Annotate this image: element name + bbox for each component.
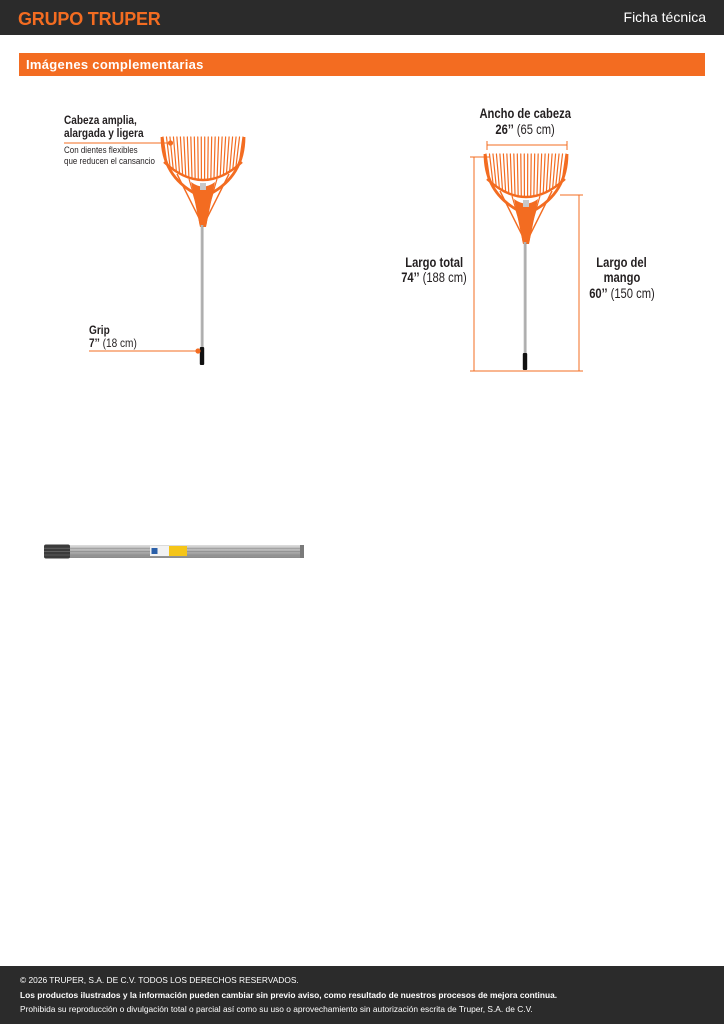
rake-tine [187,137,189,178]
rake-tine [496,154,499,189]
grip-value [89,337,137,350]
rake-tine [521,154,522,197]
rake-tine [211,137,212,179]
rake-tine [540,154,542,195]
grip-title: Grip [89,323,110,337]
bundle-label-mark [152,548,158,554]
grip-callout-dot [195,348,200,353]
total-length-label [364,254,504,270]
rake-tine [198,137,199,180]
grip-cm: (18 cm) [102,336,137,350]
rake-tine [233,137,236,170]
handle-length-label-2 [552,269,692,285]
head-feature-note-line-1: Con dientes flexibles [64,145,138,156]
total-length-value-text [401,269,467,285]
section-title: Imágenes complementarias [26,57,204,72]
rake-grip [523,353,527,370]
rake-tine [553,154,556,189]
total-length-title: Largo total [405,254,463,270]
rake-tine [217,137,219,178]
head-feature-title-line-1: Cabeza amplia, [64,113,137,127]
rake-tine [549,154,552,190]
handle-length-value [552,285,692,301]
head-width-title: Ancho de cabeza [479,105,571,121]
rake-grip [200,347,204,365]
rake-tine [230,137,233,172]
bundle-pole-ends [300,545,304,558]
footer-bar [0,966,724,1024]
head-width-value [455,121,595,137]
total-length-cm: (188 cm) [422,269,467,285]
rake-tine [546,154,548,192]
head-width-value-text [495,121,554,137]
total-length-inches: 74’’ [401,269,420,285]
rake-tine [173,137,176,172]
rake-tine [177,137,180,173]
head-width-dimension [487,141,567,150]
head-callout-dot [168,140,173,145]
total-length-value [364,269,504,285]
rake-tine [184,137,186,176]
handle-length-label-1 [552,254,692,270]
handle-length-inches: 60’’ [589,285,608,301]
footer-copyright: © 2026 TRUPER, S.A. DE C.V. TODOS LOS DERECHOS RESERVADOS. [20,975,299,985]
rake-illustration [162,137,244,365]
rake-tine [208,137,209,180]
rake-tine [500,154,503,190]
rake-tine [493,154,496,187]
rake-tine [180,137,182,175]
handle-length-title-1: Largo del [596,254,648,270]
rake-tine [194,137,195,179]
head-feature-title-line-2: alargada y ligera [64,126,144,140]
head-width-label [455,105,595,121]
rake-connector [523,200,529,207]
grip-inches: 7’’ [89,336,100,350]
footer-legal: Prohibida su reproducción o divulgación total o parcial así como su uso o aprovechamiento sin autorización escrita de Truper, S.A. de C.V. [20,1004,533,1014]
brand-logo: GRUPO TRUPER [18,9,161,29]
head-width-inches: 26’’ [495,121,514,137]
rake-tine [510,154,512,195]
footer-notice: Los productos ilustrados y la información pueden cambiar sin previo aviso, como resultado de nuestros procesos de mejora continua. [20,990,558,1000]
head-feature-note-line-2: que reducen el cansancio [64,156,155,167]
rake-tine [556,154,559,187]
rake-tine [531,154,532,197]
rake-tine [537,154,538,196]
handle-length-title-2: mango [603,269,641,285]
rake-tine [534,154,535,196]
handle-length-cm: (150 cm) [610,285,655,301]
rake-tine [220,137,222,176]
rake-tine [514,154,515,196]
rake-tine [507,154,509,193]
handle-length-value-text [589,285,655,301]
rake-tine [226,137,229,173]
head-width-cm: (65 cm) [516,121,555,137]
rake-tine [503,154,505,192]
rake-tine [214,137,215,179]
rake-tine [543,154,545,193]
rake-tine [517,154,518,196]
bundle-label-yellow [169,546,187,556]
rake-connector [200,183,206,190]
handle-bundle-photo [44,543,306,560]
rake-tine [223,137,225,175]
document-title: Ficha técnica [623,9,706,25]
rake-tine [191,137,192,179]
